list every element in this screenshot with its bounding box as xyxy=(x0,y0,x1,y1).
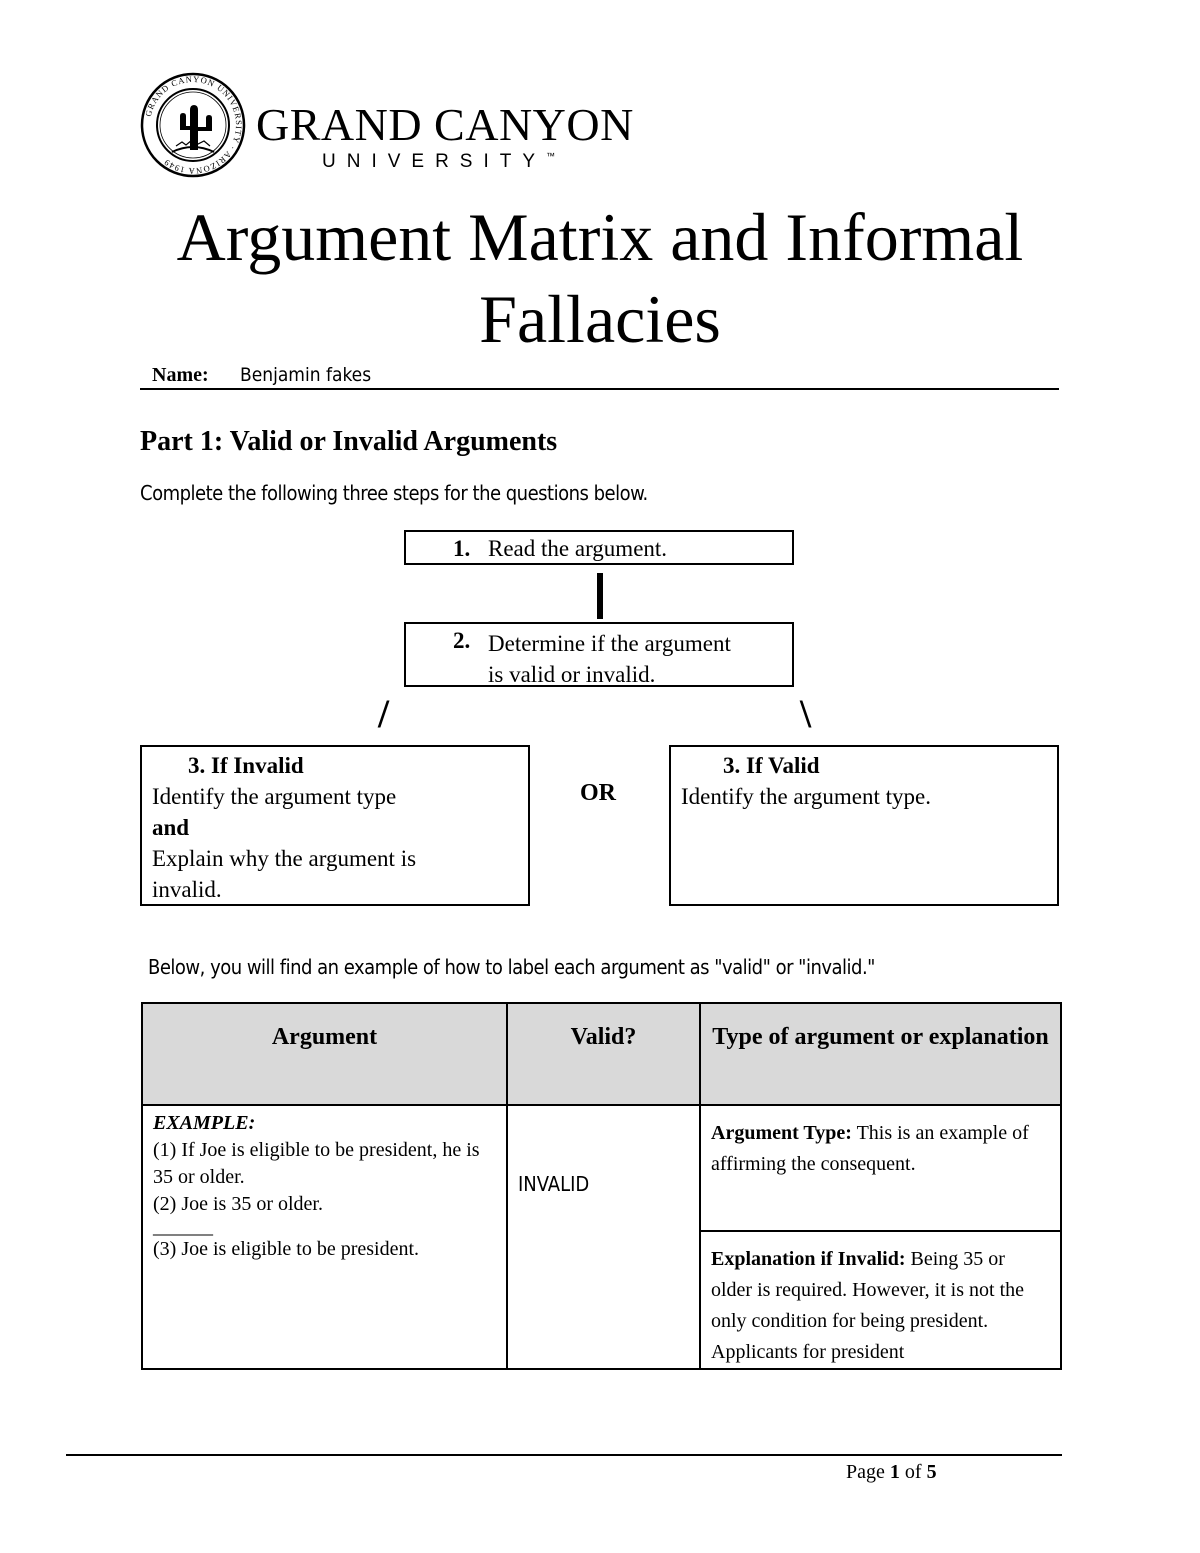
step-3-valid-heading: 3. If Valid xyxy=(723,753,820,778)
name-label: Name: xyxy=(152,364,209,386)
flow-connector-left: / xyxy=(378,691,390,736)
explanation-clip xyxy=(711,1244,1050,1368)
argument-matrix-table xyxy=(141,1002,1062,1370)
university-seal-logo xyxy=(140,72,246,178)
example-label: EXAMPLE: xyxy=(153,1112,256,1134)
step-2-text xyxy=(488,628,731,690)
premise-2: (2) Joe is 35 or older. xyxy=(153,1193,323,1215)
document-title xyxy=(100,196,1100,360)
validity-cell xyxy=(507,1105,700,1369)
validity-value: INVALID xyxy=(518,1172,590,1196)
page-number xyxy=(846,1461,937,1484)
step-3-valid-box xyxy=(669,745,1059,906)
table-row xyxy=(142,1105,1061,1231)
explanation-label: Explanation if Invalid: xyxy=(711,1248,906,1270)
seal-text: GRAND CANYON UNIVERSITY · ARIZONA 1949 xyxy=(142,73,245,177)
conclusion: (3) Joe is eligible to be president. xyxy=(153,1238,420,1260)
step-1-box xyxy=(404,530,794,565)
argument-type-text: This is an example of affirming the consequent. xyxy=(711,1122,1029,1175)
footer-divider xyxy=(66,1454,1062,1456)
invalid-line-1: Identify the argument type xyxy=(152,784,397,809)
step-2-box xyxy=(404,622,794,687)
page-of: of xyxy=(899,1461,927,1483)
title-line-1: Argument Matrix and Informal xyxy=(176,199,1024,275)
premise-1: (1) If Joe is eligible to be president, he is 35 or older. xyxy=(153,1139,480,1188)
argument-cell xyxy=(142,1105,507,1369)
step-2-text-line-2: is valid or invalid. xyxy=(488,662,656,687)
invalid-line-4: invalid. xyxy=(152,877,222,902)
step-3-valid-body xyxy=(681,781,1051,812)
argument-type-cell xyxy=(700,1105,1061,1231)
step-3-invalid-body xyxy=(152,781,522,905)
logo-wordmark-university: UNIVERSITY xyxy=(322,151,547,172)
page-total: 5 xyxy=(926,1461,937,1483)
example-intro-text: Below, you will find an example of how to label each argument as "valid" or "invalid." xyxy=(148,955,875,979)
header-argument: Argument xyxy=(142,1003,507,1105)
explanation-text: Being 35 or older is required. However, it is not the only condition for being president. Applicants for president xyxy=(711,1248,1025,1363)
step-2-number: 2. xyxy=(453,628,471,653)
flow-connector-right: \ xyxy=(800,691,812,736)
logo-wordmark-secondary xyxy=(322,152,555,171)
flow-connector-vertical xyxy=(597,573,603,619)
logo-wordmark-primary: GRAND CANYON xyxy=(256,99,634,150)
trademark-symbol: ™ xyxy=(546,151,556,161)
table-header-row xyxy=(142,1003,1061,1105)
or-label: OR xyxy=(580,780,616,806)
title-line-2: Fallacies xyxy=(479,281,721,357)
step-3-invalid-heading: 3. If Invalid xyxy=(188,753,304,778)
step-1-number: 1. xyxy=(453,536,471,561)
instructions-text: Complete the following three steps for the questions below. xyxy=(140,481,648,505)
invalid-line-2: and xyxy=(152,815,190,840)
explanation-cell xyxy=(700,1231,1061,1369)
argument-type-label: Argument Type: xyxy=(711,1122,852,1144)
premise-divider: ______ xyxy=(153,1216,213,1238)
step-1-text: Read the argument. xyxy=(488,536,668,561)
page-prefix: Page xyxy=(846,1461,890,1483)
page-current: 1 xyxy=(889,1461,900,1483)
step-3-invalid-box xyxy=(140,745,530,906)
step-2-text-line-1: Determine if the argument xyxy=(488,631,731,656)
invalid-line-3: Explain why the argument is xyxy=(152,846,417,871)
name-field-row xyxy=(140,364,1059,390)
header-type: Type of argument or explanation xyxy=(700,1003,1061,1105)
name-value[interactable]: Benjamin fakes xyxy=(240,364,372,386)
valid-line-1: Identify the argument type. xyxy=(681,784,931,809)
part-heading: Part 1: Valid or Invalid Arguments xyxy=(140,426,558,457)
header-valid: Valid? xyxy=(507,1003,700,1105)
